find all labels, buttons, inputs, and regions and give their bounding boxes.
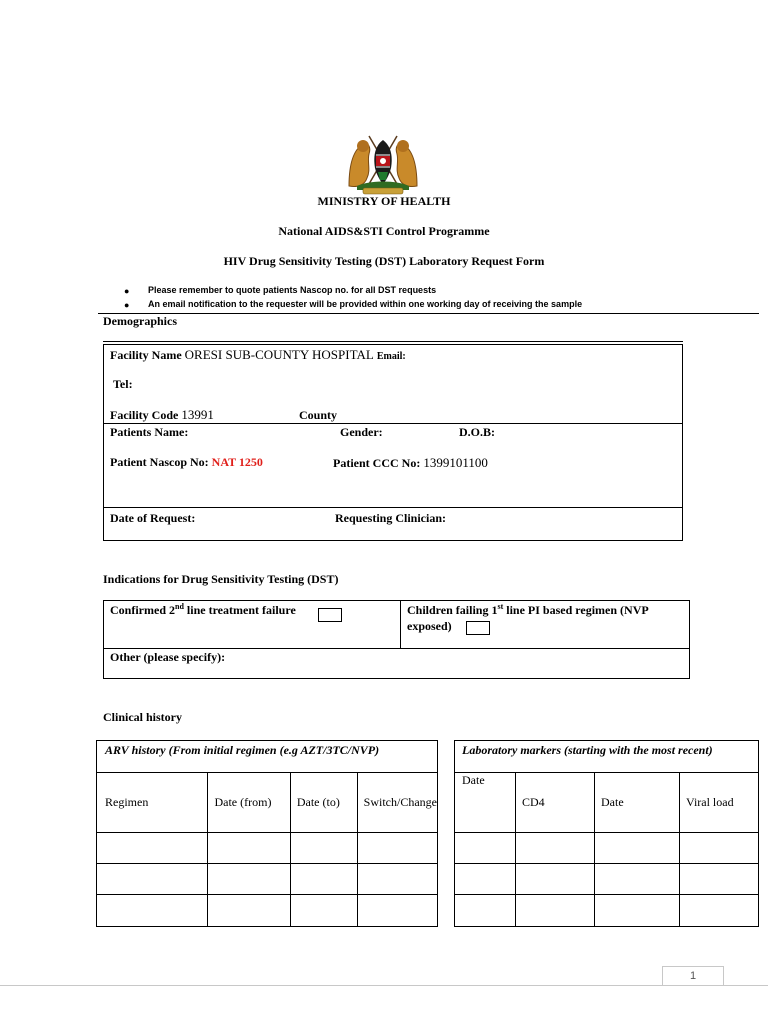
page-number: 1 [689,970,697,982]
nascop-field[interactable] [110,455,263,470]
table-cell[interactable] [595,864,680,895]
clinical-history-heading: Clinical history [103,710,183,724]
facility-code-field[interactable] [110,407,214,423]
indication-text: line treatment failure [183,603,296,617]
nascop-value: NAT 1250 [211,455,263,469]
table-row[interactable] [97,833,438,864]
indication-text: Confirmed 2 [110,603,175,617]
table-row[interactable] [455,895,759,927]
row-separator [103,423,683,424]
table-cell[interactable] [208,833,290,864]
lab-table-title-cell [455,741,759,773]
table-cell[interactable] [516,864,595,895]
column-header: Date (from) [208,773,290,833]
indication-text: Children failing 1 [407,603,498,617]
table-cell[interactable] [290,895,357,927]
table-cell[interactable] [97,833,208,864]
bullet-icon: ● [124,300,130,310]
column-header: Viral load [680,773,759,833]
table-header-row [455,773,759,833]
requesting-clinician-label: Requesting Clinician: [335,511,447,525]
facility-code-label: Facility Code [110,408,179,422]
column-header: Regimen [97,773,208,833]
indication-option-children-first-line[interactable] [407,602,649,618]
table-row[interactable] [97,895,438,927]
table-cell[interactable] [680,895,759,927]
facility-name-value: ORESI SUB-COUNTY HOSPITAL [184,347,374,362]
table-cell[interactable] [97,895,208,927]
table-cell[interactable] [208,864,290,895]
table-cell[interactable] [290,833,357,864]
indication-text-line2: exposed) [407,619,452,633]
column-header: CD4 [516,773,595,833]
table-cell[interactable] [357,895,437,927]
tel-label: Tel: [113,377,133,391]
indication-text: line PI based regimen (NVP [503,603,649,617]
gender-label: Gender: [340,425,383,439]
table-row[interactable] [97,864,438,895]
table-cell[interactable] [455,864,516,895]
county-label: County [299,408,338,422]
dob-label: D.O.B: [459,425,495,439]
table-header-row [97,773,438,833]
ministry-title: MINISTRY OF HEALTH [317,194,451,208]
ccc-field[interactable] [333,455,488,471]
table-cell[interactable] [516,895,595,927]
arv-table-title: ARV history (From initial regimen (e.g AZT/3TC/NVP) [105,743,380,757]
table-cell[interactable] [516,833,595,864]
indication-superscript: st [497,602,504,611]
other-specify-label: Other (please specify): [110,650,226,664]
children-first-line-checkbox[interactable] [466,621,490,635]
facility-code-value: 13991 [181,407,214,422]
note-text: Please remember to quote patients Nascop no. for all DST requests [148,285,437,295]
lab-markers-table [454,740,759,927]
indications-heading: Indications for Drug Sensitivity Testing (DST) [103,572,339,586]
column-separator [400,600,401,648]
table-cell[interactable] [595,833,680,864]
table-cell[interactable] [455,895,516,927]
column-header: Switch/Change [357,773,437,833]
indication-option-second-line[interactable] [110,602,296,618]
facility-name-field[interactable] [110,347,406,363]
facility-name-label: Facility Name [110,348,182,362]
nascop-label: Patient Nascop No: [110,455,209,469]
patients-name-label: Patients Name: [110,425,189,439]
arv-table-title-cell [97,741,438,773]
table-cell[interactable] [357,864,437,895]
column-header: Date [455,773,516,833]
demographics-rule [98,313,759,314]
email-label: Email: [376,351,406,362]
table-row[interactable] [455,864,759,895]
arv-history-table [96,740,438,927]
table-cell[interactable] [97,864,208,895]
demographics-box-top-rule [103,341,683,342]
demographics-heading: Demographics [103,314,177,328]
table-cell[interactable] [680,833,759,864]
second-line-checkbox[interactable] [318,608,342,622]
table-row[interactable] [455,833,759,864]
indication-superscript: nd [175,602,184,611]
programme-title: National AIDS&STI Control Programme [278,224,490,238]
date-of-request-label: Date of Request: [110,511,196,525]
table-cell[interactable] [357,833,437,864]
form-title: HIV Drug Sensitivity Testing (DST) Laboratory Request Form [223,254,545,268]
row-separator [103,648,690,649]
table-cell[interactable] [680,864,759,895]
row-separator [103,507,683,508]
table-cell[interactable] [290,864,357,895]
footer-rule [0,985,768,986]
ccc-value: 1399101100 [423,455,488,470]
ccc-label: Patient CCC No: [333,456,421,470]
table-cell[interactable] [595,895,680,927]
column-header: Date (to) [290,773,357,833]
note-text: An email notification to the requester will be provided within one working day of receiving the sample [148,299,583,309]
kenya-coat-of-arms-logo [345,126,421,196]
bullet-icon: ● [124,286,130,296]
column-header: Date [595,773,680,833]
table-cell[interactable] [208,895,290,927]
lab-table-title: Laboratory markers (starting with the most recent) [462,743,713,757]
table-cell[interactable] [455,833,516,864]
